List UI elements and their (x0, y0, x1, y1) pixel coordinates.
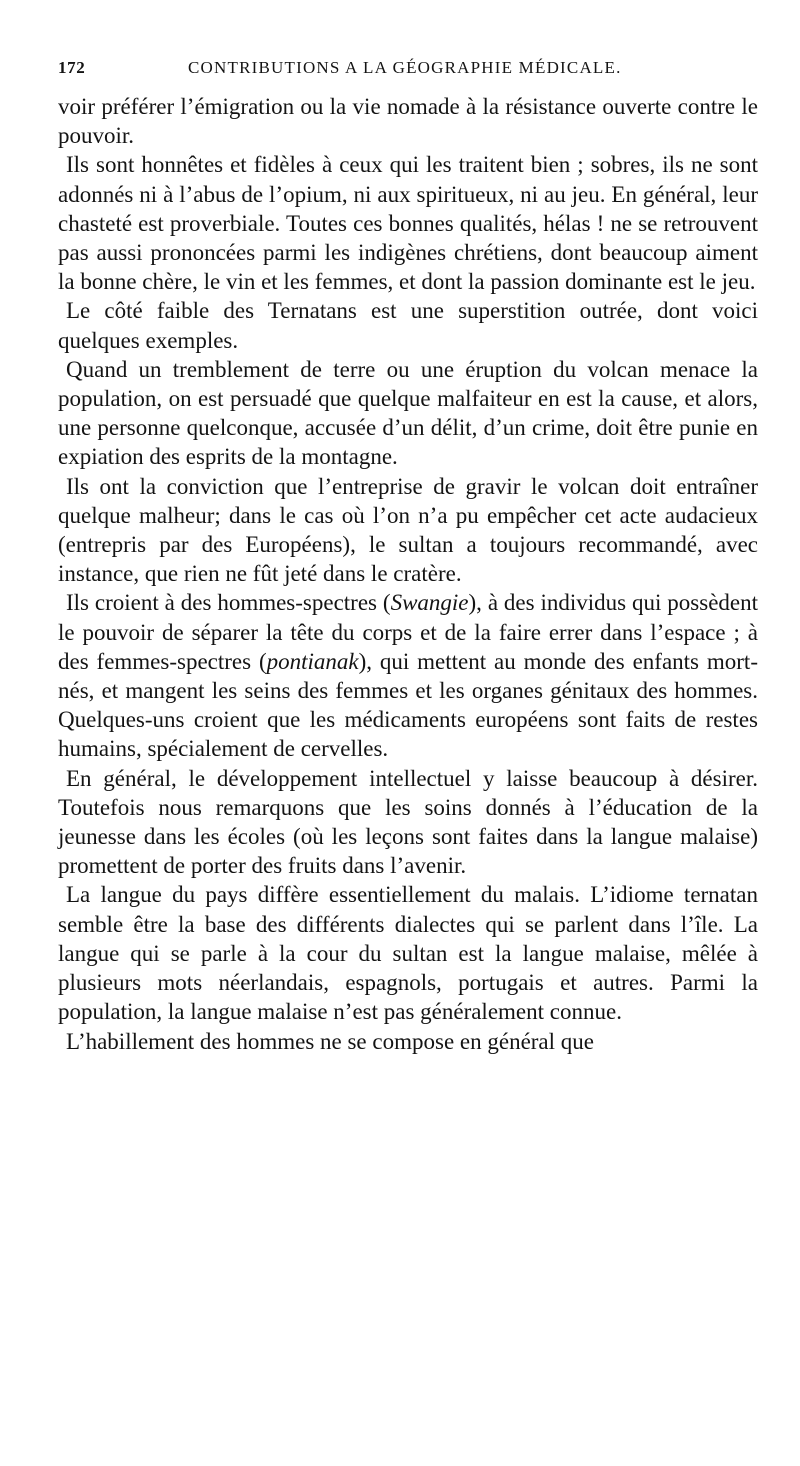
book-page (58, 58, 758, 1056)
page-number: 172 (58, 58, 86, 77)
paragraph (58, 764, 758, 881)
paragraph (58, 588, 758, 763)
text-segment: Ils croient à des hommes-spectres ( (66, 590, 391, 616)
italic-term-pontianak: pontianak (266, 648, 359, 674)
text-segment: La langue du pays diffère essentiellement du malais. L’idiome ternatan semble être la base des différents dialectes qui se parlent dans l’île. La langue qui se parle à la cour du sultan est la langue malaise, mêlée à plusieurs mots néerlandais, espagnols, portugais et autres. Parmi la population, la langue malaise n’est pas généralement connue. (58, 882, 758, 1025)
italic-term-swangie: Swangie (390, 590, 469, 616)
paragraph (58, 472, 758, 589)
running-head (58, 58, 758, 92)
text-segment: ), à des individus qui possèdent le pouvoir de séparer la tête du corps et de la faire errer dans l’espace ; à des femmes-spectres ( (58, 590, 759, 674)
text-segment: voir préférer l’émigration ou la vie nomade à la résistance ouverte contre le pouvoir. (58, 94, 758, 149)
paragraph (58, 1027, 758, 1056)
text-segment: Quand un tremblement de terre ou une éruption du volcan menace la population, on est persuadé que quelque malfaiteur en est la cause, et alors, une personne quelconque, accusée d’un délit, d’un crime, doit être punie en expiation des esprits de la montagne. (58, 356, 758, 470)
paragraph (58, 92, 758, 150)
text-segment: L’habillement des hommes ne se compose en général que (66, 1028, 594, 1054)
text-segment: En général, le développement intellectuel y laisse beaucoup à désirer. Toutefois nous remarquons que les soins donnés à l’éducation de la jeunesse dans les écoles (où les leçons sont faites dans la langue malaise) promettent de porter des fruits dans l’avenir. (58, 765, 758, 879)
text-segment: Ils ont la conviction que l’entreprise de gravir le volcan doit entraîner quelque malheur; dans le cas où l’on n’a pu empêcher cet acte audacieux (entrepris par des Européens), le sultan a toujours recommandé, avec instance, que rien ne fût jeté dans le cratère. (58, 473, 758, 587)
paragraph (58, 355, 758, 472)
body-text (58, 92, 758, 1056)
running-title: CONTRIBUTIONS A LA GÉOGRAPHIE MÉDICALE. (188, 58, 622, 77)
paragraph (58, 150, 758, 296)
paragraph (58, 880, 758, 1026)
paragraph (58, 296, 758, 354)
text-segment: Ils sont honnêtes et fidèles à ceux qui les traitent bien ; sobres, ils ne sont adonnés ni à l’abus de l’opium, ni aux spiritueux, ni au jeu. En général, leur chasteté est proverbiale. Toutes ces bonnes qualités, hélas ! ne se retrouvent pas aussi prononcées parmi les indigènes chrétiens, dont beaucoup aiment la bonne chère, le vin et les femmes, et dont la passion dominante est le jeu. (58, 152, 758, 295)
text-segment: Le côté faible des Ternatans est une superstition outrée, dont voici quelques exemples. (58, 298, 758, 353)
text-segment: ), qui mettent au monde des enfants mort-nés, et mangent les seins des femmes et les organes génitaux des hommes. Quelques-uns croient que les médicaments européens sont faits de restes humains, spécialement de cervelles. (58, 648, 758, 762)
